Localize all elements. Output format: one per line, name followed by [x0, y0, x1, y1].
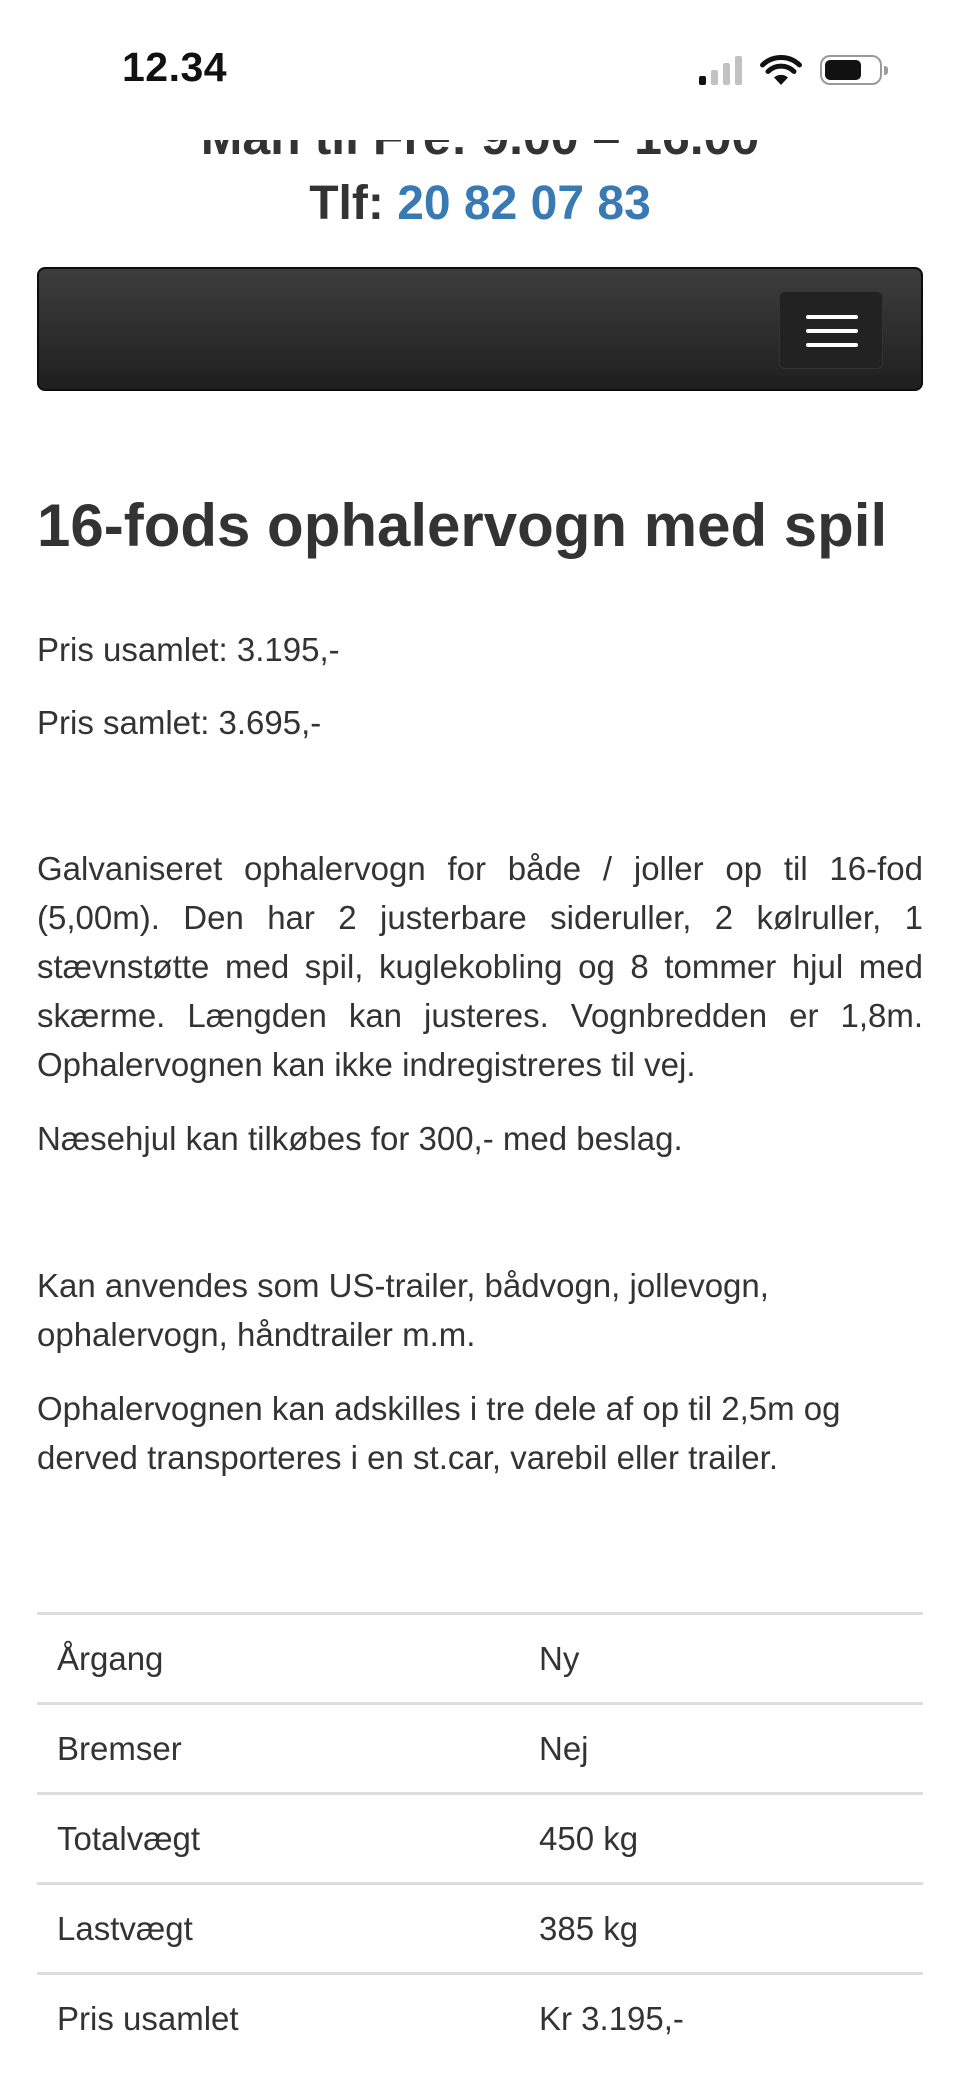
- spec-value: Kr 3.195,-: [519, 1974, 923, 2064]
- cellular-signal-icon: [699, 55, 742, 85]
- phone-line: [0, 176, 960, 231]
- price-assembled: Pris samlet: 3.695,-: [37, 704, 322, 741]
- spec-value: Nej: [519, 1704, 923, 1794]
- table-row: [37, 1614, 923, 1704]
- price-unassembled: Pris usamlet: 3.195,-: [37, 631, 340, 668]
- table-row: [37, 1974, 923, 2064]
- page-title: 16-fods ophalervogn med spil: [37, 492, 888, 559]
- spec-label: Lastvægt: [37, 1884, 519, 1974]
- product-description: Galvaniseret ophalervogn for både / joller op til 16-fod (5,00m). Den har 2 justerbare sideruller, 2 kølruller, 1 stævnstøtte med spil, kuglekobling og 8 tommer hjul med skærme. Længden kan justeres. Vognbredden er 1,8m. Ophalervognen kan ikke indregistreres til vej.: [37, 850, 923, 1083]
- spec-label: Totalvægt: [37, 1794, 519, 1884]
- wifi-icon: [760, 54, 802, 86]
- table-row: [37, 1794, 923, 1884]
- status-bar: [0, 0, 960, 140]
- spec-label: Årgang: [37, 1614, 519, 1704]
- spec-value: Ny: [519, 1614, 923, 1704]
- phone-number-link[interactable]: 20 82 07 83: [397, 177, 651, 230]
- transport-note: Ophalervognen kan adskilles i tre dele af op til 2,5m og derved transporteres i en st.car, varebil eller trailer.: [37, 1390, 841, 1476]
- usage-note: Kan anvendes som US-trailer, bådvogn, jollevogn, ophalervogn, håndtrailer m.m.: [37, 1267, 769, 1353]
- nose-wheel-note: Næsehjul kan tilkøbes for 300,- med beslag.: [37, 1120, 683, 1157]
- table-row: [37, 1884, 923, 1974]
- battery-icon: [820, 55, 882, 85]
- spec-value: 385 kg: [519, 1884, 923, 1974]
- product-content: [37, 490, 923, 1482]
- hamburger-menu-icon[interactable]: [779, 291, 883, 369]
- navbar: [37, 267, 923, 391]
- spec-table: [37, 1612, 923, 2064]
- spec-value: 450 kg: [519, 1794, 923, 1884]
- phone-label: Tlf:: [309, 177, 384, 230]
- table-row: [37, 1704, 923, 1794]
- spec-label: Pris usamlet: [37, 1974, 519, 2064]
- spec-label: Bremser: [37, 1704, 519, 1794]
- status-icons: [699, 52, 882, 88]
- status-time: 12.34: [122, 44, 228, 90]
